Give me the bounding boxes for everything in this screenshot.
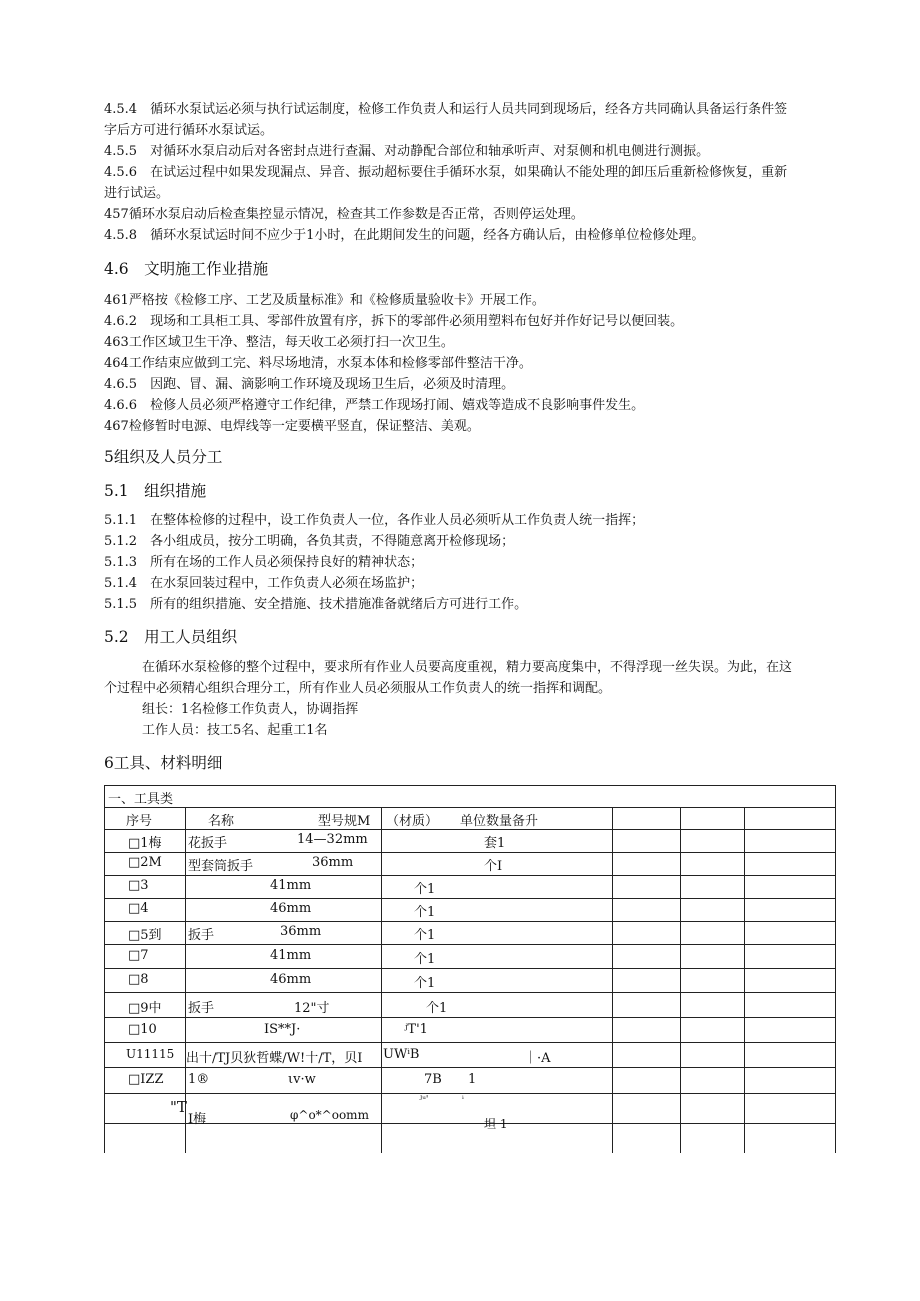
table-cell: 扳手 [188, 928, 215, 943]
row-divider [104, 875, 836, 876]
table-cell: 套1 [484, 836, 506, 851]
col-divider [680, 807, 681, 1153]
row-divider [104, 1123, 836, 1124]
table-cell: 个I [484, 859, 503, 874]
tools-table [104, 785, 836, 1153]
col-divider [744, 807, 745, 1153]
text-line: 4.5.4 循环水泵试运必须与执行试运制度，检修工作负责人和运行人员共同到现场后，经各方共同确认具备运行条件签 [104, 102, 788, 117]
header-unit-qty: 单位数量备升 [460, 814, 539, 829]
col-divider [381, 807, 382, 1153]
text-line: 5.1.5 所有的组织措施、安全措施、技术措施准备就绪后方可进行工作。 [104, 597, 528, 612]
table-cell: 1® [188, 1072, 210, 1087]
table-cell: 1 [468, 1072, 477, 1087]
text-line: 467检修暂时电源、电焊线等一定要横平竖直，保证整洁、美观。 [104, 419, 480, 434]
row-divider [104, 944, 836, 945]
row-divider [104, 1017, 836, 1018]
table-cell: □9中 [128, 1001, 162, 1016]
table-cell: □8 [128, 972, 149, 987]
text-line: 463工作区域卫生干净、整洁，每天收工必须打扫一次卫生。 [104, 335, 454, 350]
row-divider [104, 852, 836, 853]
table-cell: IS**J· [264, 1022, 301, 1037]
table-cell: φ^o*^oomm [290, 1108, 369, 1122]
text-line: 5.1.4 在水泵回装过程中，工作负责人必须在场监护； [104, 576, 424, 591]
table-cell: 14—32mm [297, 832, 368, 847]
text-line: 5.1.2 各小组成员，按分工明确，各负其责，不得随意离开检修现场； [104, 534, 515, 549]
table-cell: □5到 [128, 928, 162, 943]
table-cell: □7 [128, 948, 149, 963]
table-cell: □4 [128, 901, 149, 916]
heading-5-2: 5.2 用工人员组织 [104, 628, 238, 646]
table-cell: I梅 [188, 1112, 207, 1127]
section-5-2-body [104, 657, 838, 741]
table-cell: 型套筒扳手 [188, 859, 254, 874]
text-line: 在循环水泵检修的整个过程中，要求所有作业人员要高度重视，精力要高度集中，不得浮现一丝失误。为此，在这 [142, 660, 793, 675]
table-cell: □1梅 [128, 836, 162, 851]
section-4-5-4 [104, 99, 838, 141]
table-cell: 41mm [270, 948, 312, 963]
table-caption: 一、工具类 [108, 792, 174, 807]
row-divider [104, 829, 836, 830]
table-cell: □2M [128, 855, 162, 870]
text-line: 464工作结束应做到工完、料尽场地清，水泵本体和检修零部件整洁干净。 [104, 356, 532, 371]
text-line: 4.5.5 对循环水泵启动后对各密封点进行查漏、对动静配合部位和轴承听声、对泵侧和机电侧进行测振。 [104, 144, 710, 159]
table-cell: 个1 [414, 928, 436, 943]
table-cell: ｜·A [524, 1051, 551, 1066]
row-divider [104, 898, 836, 899]
text-line: 4.5.8 循环水泵试运时间不应少于1小时，在此期间发生的问题，经各方确认后，由检修单位检修处理。 [104, 228, 705, 243]
section-4-5-5 [104, 141, 838, 162]
text-line: 461严格按《检修工序、工艺及质量标准》和《检修质量验收卡》开展工作。 [104, 293, 545, 308]
table-cell: □10 [128, 1022, 157, 1037]
text-line: 5.1.1 在整体检修的过程中，设工作负责人一位，各作业人员必须听从工作负责人统一指挥； [104, 513, 645, 528]
text-line: 4.5.6 在试运过程中如果发现漏点、异音、振动超标要住手循环水泵，如果确认不能处理的卸压后重新检修恢复，重新 [104, 165, 788, 180]
text-line: 5.1.3 所有在场的工作人员必须保持良好的精神状态； [104, 555, 424, 570]
section-5-1-list [104, 510, 838, 615]
text-line: 4.6.5 因跑、冒、漏、滴影响工作环境及现场卫生后，必须及时清理。 [104, 377, 515, 392]
table-cell: 7B [424, 1072, 442, 1087]
text-line: 进行试运。 [104, 186, 170, 201]
text-line: 4.6.2 现场和工具柜工具、零部件放置有序，拆下的零部件必须用塑料布包好并作好记号以便回装。 [104, 314, 684, 329]
row-divider [104, 1067, 836, 1068]
header-model: 型号规M [318, 814, 371, 829]
row-divider [104, 1093, 836, 1094]
text-line: 4.6.6 检修人员必须严格遵守工作纪律，严禁工作现场打闹、嬉戏等造成不良影响事件发生。 [104, 398, 645, 413]
section-4-5-6 [104, 162, 838, 204]
table-cell: 41mm [270, 878, 312, 893]
table-cell: □IZZ [128, 1072, 164, 1087]
table-cell: 46mm [270, 972, 312, 987]
row-divider [104, 807, 836, 808]
table-cell: ⁱ [462, 1095, 464, 1105]
text-line: 个过程中必须精心组织合理分工，所有作业人员必须服从工作负责人的统一指挥和调配。 [104, 681, 612, 696]
table-cell: 个1 [426, 1001, 448, 1016]
table-cell: 个1 [414, 882, 436, 897]
header-seq: 序号 [126, 814, 153, 829]
table-cell: "T [170, 1098, 187, 1116]
table-cell: 花扳手 [188, 836, 228, 851]
row-divider [104, 921, 836, 922]
header-material: （材质） [386, 814, 439, 829]
heading-6: 6工具、材料明细 [104, 754, 223, 772]
table-cell: U11115 [126, 1047, 175, 1061]
table-cell: 个1 [414, 976, 436, 991]
table-cell: 36mm [280, 924, 322, 939]
table-cell: UWⁱB [383, 1047, 420, 1062]
heading-5: 5组织及人员分工 [104, 448, 223, 466]
row-divider [104, 968, 836, 969]
leader-line: 组长：1名检修工作负责人，协调指挥 [142, 702, 359, 717]
workers-line: 工作人员：技工5名、起重工1名 [142, 723, 328, 738]
table-cell: 36mm [312, 855, 354, 870]
table-cell: □3 [128, 878, 149, 893]
table-cell: 出十/TJ贝狄哲蝶/W!十/T，贝I [186, 1051, 363, 1066]
header-name: 名称 [208, 814, 235, 829]
table-cell: ʲT'1 [404, 1022, 428, 1037]
section-4-5-8 [104, 225, 838, 246]
heading-5-1: 5.1 组织措施 [104, 482, 207, 500]
row-divider [104, 1042, 836, 1043]
table-cell: 扳手 [188, 1001, 215, 1016]
table-cell: 12"寸 [294, 1001, 330, 1016]
table-cell: 个1 [414, 952, 436, 967]
text-line: 457循环水泵启动后检查集控显示情况，检查其工作参数是否正常，否则停运处理。 [104, 207, 584, 222]
row-divider [104, 992, 836, 993]
col-divider [612, 807, 613, 1153]
table-cell: ιv·w [288, 1072, 316, 1087]
table-cell: 坦 1 [484, 1117, 508, 1131]
text-line: 字后方可进行循环水泵试运。 [104, 123, 274, 138]
section-4-5-7 [104, 204, 838, 225]
table-cell: 个1 [414, 905, 436, 920]
section-4-6-list [104, 290, 838, 437]
table-cell: ᴶᵘ' [420, 1095, 429, 1105]
table-cell: 46mm [270, 901, 312, 916]
heading-4-6: 4.6 文明施工作业措施 [104, 260, 269, 278]
